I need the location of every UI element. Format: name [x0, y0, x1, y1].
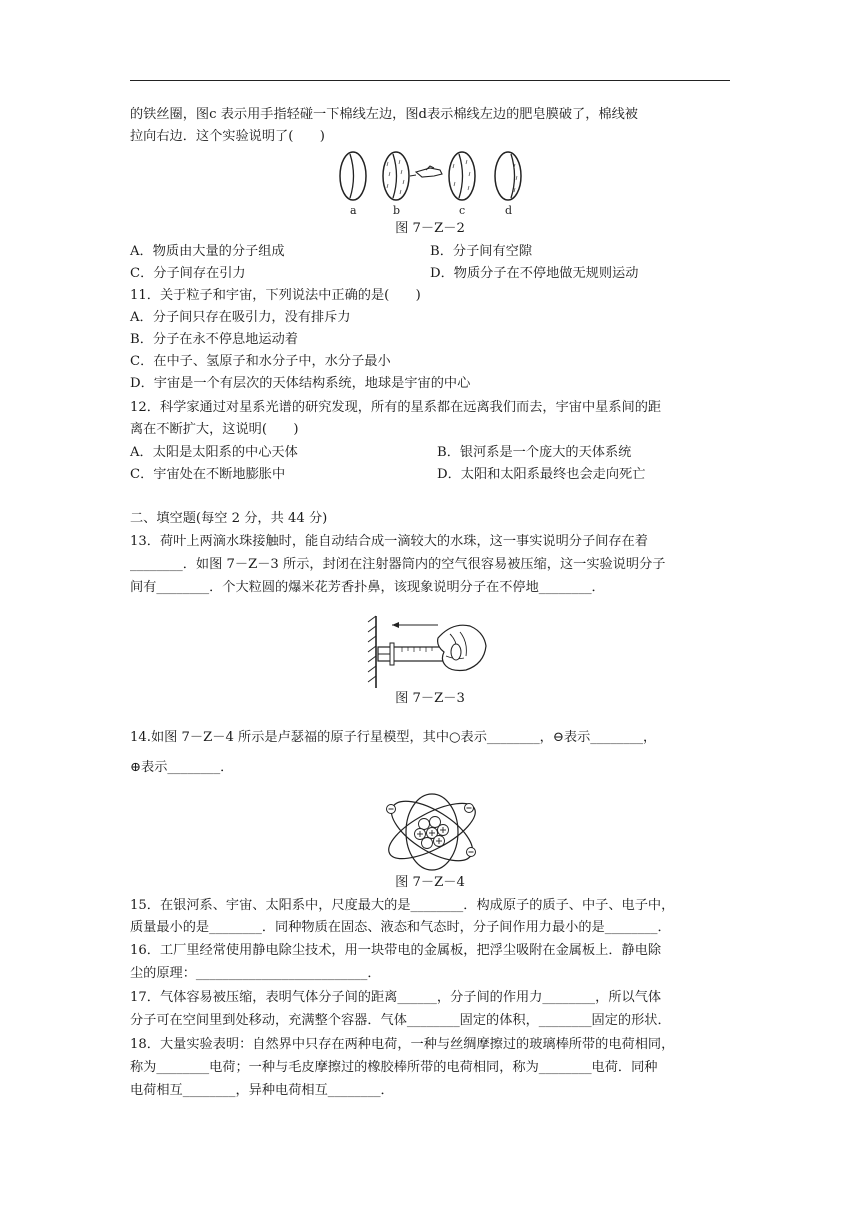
q12-option-d: D．太阳和太阳系最终也会走向死亡 — [437, 467, 646, 482]
fig-label-b: b — [393, 204, 401, 217]
q10-option-d: D．物质分子在不停地做无规则运动 — [430, 266, 639, 281]
q14-line-2: ⊕表示________． — [130, 760, 234, 775]
q15-line-1: 15．在银河系、宇宙、太阳系中，尺度最大的是________．构成原子的质子、中子、电子中， — [130, 898, 675, 913]
header-rule — [130, 80, 730, 81]
q11-option-b: B．分子在永不停息地运动着 — [130, 332, 298, 347]
q11-option-a: A．分子间只存在吸引力，没有排斥力 — [130, 310, 351, 325]
figure-7-z-3-syringe — [366, 612, 490, 690]
fig-label-a: a — [350, 204, 357, 217]
q10-option-b: B．分子间有空隙 — [430, 244, 533, 259]
q12-option-b: B．银河系是一个庞大的天体系统 — [437, 445, 632, 460]
q10-line-2: 拉向右边．这个实验说明了( ) — [130, 129, 325, 144]
q18-line-2: 称为________电荷；一种与毛皮摩擦过的橡胶棒所带的电荷相同，称为________电荷．同种 — [130, 1060, 658, 1075]
q12-option-c: C．宇宙处在不断地膨胀中 — [130, 467, 286, 482]
q13-line-3: 间有________．个大粒圆的爆米花芳香扑鼻，该现象说明分子在不停地________． — [130, 580, 605, 595]
q12-option-a: A．太阳是太阳系的中心天体 — [130, 445, 298, 460]
q17-line-2: 分子可在空间里到处移动，充满整个容器．气体________固定的体积，________固定的形状． — [130, 1013, 671, 1028]
q18-line-1: 18．大量实验表明：自然界中只存在两种电荷，一种与丝绸摩擦过的玻璃棒所带的电荷相同， — [130, 1037, 675, 1052]
q18-line-3: 电荷相互________，异种电荷相互________． — [130, 1083, 394, 1098]
fig-label-c: c — [459, 204, 466, 217]
figure-caption-7-z-3: 图 7－Z－3 — [395, 691, 465, 706]
figure-caption-7-z-2: 图 7－Z－2 — [395, 221, 465, 236]
q12-line-2: 离在不断扩大，这说明( ) — [130, 422, 299, 437]
q16-line-2: 尘的原理：__________________________． — [130, 966, 381, 981]
q10-option-c: C．分子间存在引力 — [130, 266, 246, 281]
q10-line-1: 的铁丝圈，图c 表示用手指轻碰一下棉线左边，图d表示棉线左边的肥皂膜破了，棉线被 — [130, 107, 638, 122]
q13-line-2: ________．如图 7－Z－3 所示，封闭在注射器筒内的空气很容易被压缩，这一实验说明分子 — [130, 557, 666, 572]
q17-line-1: 17．气体容易被压缩，表明气体分子间的距离______，分子间的作用力________，所以气体 — [130, 990, 662, 1005]
q14-line-1: 14.如图 7－Z－4 所示是卢瑟福的原子行星模型，其中○表示________，⊖表示________， — [130, 730, 657, 745]
figure-7-z-2 — [330, 146, 530, 220]
q16-line-1: 16．工厂里经常使用静电除尘技术，用一块带电的金属板，把浮尘吸附在金属板上．静电除 — [130, 943, 662, 958]
q13-line-1: 13．荷叶上两滴水珠接触时，能自动结合成一滴较大的水珠，这一事实说明分子间存在着 — [130, 534, 648, 549]
q11-option-d: D．宇宙是一个有层次的天体结构系统，地球是宇宙的中心 — [130, 376, 471, 391]
figure-caption-7-z-4: 图 7－Z－4 — [395, 875, 465, 890]
fig-label-d: d — [505, 204, 513, 217]
section-heading: 二、填空题(每空 2 分，共 44 分) — [130, 511, 328, 526]
q12-line-1: 12．科学家通过对星系光谱的研究发现，所有的星系都在远离我们而去，宇宙中星系间的距 — [130, 400, 662, 415]
q11-option-c: C．在中子、氢原子和水分子中，水分子最小 — [130, 354, 391, 369]
figure-7-z-4-atom-model — [380, 788, 484, 874]
q15-line-2: 质量最小的是________．同种物质在固态、液态和气态时，分子间作用力最小的是________． — [130, 920, 671, 935]
q10-option-a: A．物质由大量的分子组成 — [130, 244, 285, 259]
q11-stem: 11．关于粒子和宇宙，下列说法中正确的是( ) — [130, 288, 421, 303]
